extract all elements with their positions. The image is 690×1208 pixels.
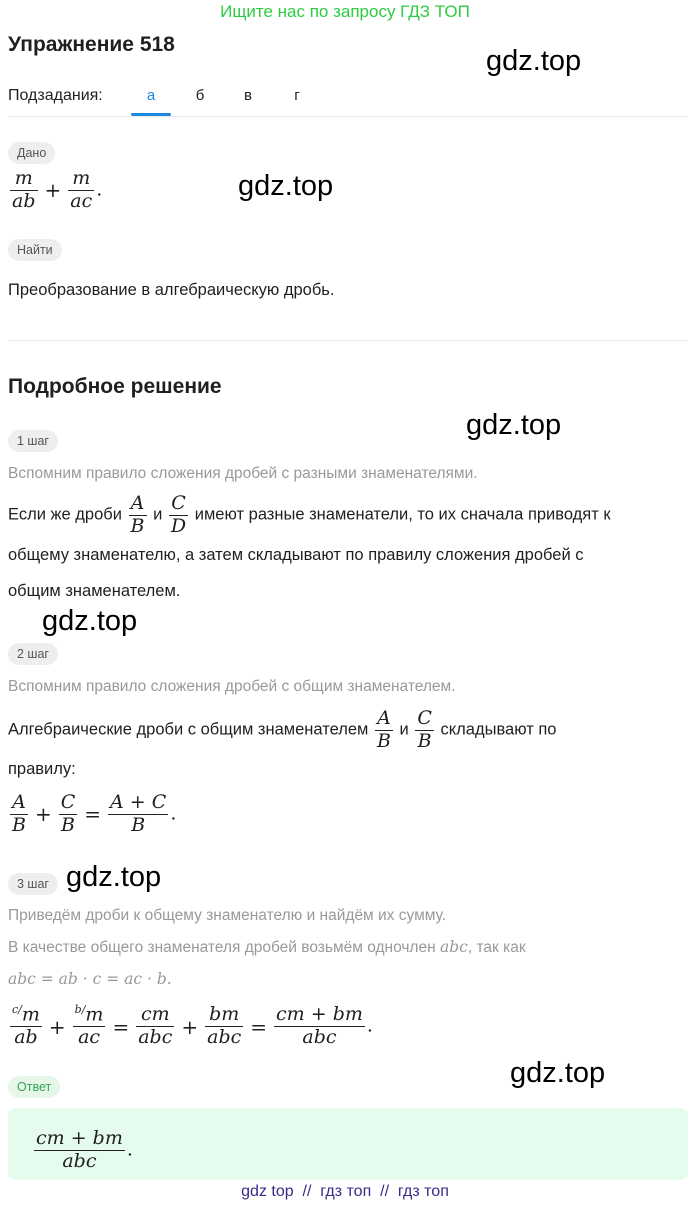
watermark: gdz.top [510,1057,606,1089]
top-banner: Ищите нас по запросу ГДЗ ТОП [220,2,470,21]
find-text: Преобразование в алгебраическую дробь. [8,281,335,299]
step3-line2: abc = ab · c = ac · b. [8,970,172,988]
step1-line2: общему знаменателю, а затем складывают по правилу сложения дробей с [8,546,584,564]
watermark: gdz.top [486,45,582,77]
tab-b[interactable]: б [195,87,205,104]
given-expression: $\frac{m}{ab}$ + $\frac{m}{ac}$ . [12,167,103,212]
step2-formula: $\frac{A}{B}$ + $\frac{C}{B}$ = $\frac{A + C}{B}$ . [12,791,177,836]
watermark: gdz.top [42,605,138,637]
step3-hint: Приведём дроби к общему знаменателю и найдём их сумму. [8,907,447,924]
step2-hint: Вспомним правило сложения дробей с общим знаменателем. [8,678,456,695]
step1-line3: общим знаменателем. [8,582,181,600]
step1-hint: Вспомним правило сложения дробей с разными знаменателями. [8,465,478,482]
step1-text: Если же дроби $\frac{A}{B}$ и $\frac{C}{D}$ имеют разные знаменатели, то их сначала приводят к [8,492,611,537]
step2-badge: 2 шаг [8,643,58,665]
step2-text: Алгебраические дроби с общим знаменателем $\frac{A}{B}$ и $\frac{C}{B}$ складывают по [8,707,557,752]
tab-g[interactable]: г [294,87,300,104]
answer-badge: Ответ [8,1076,60,1098]
step3-formula: $\frac{^{c/}m}{ab}$ + $\frac{^{b/}m}{ac}$ = $\frac{cm}{\text{abc}}$ + $\frac{bm}{\text{abc}}$ = $\frac{cm + bm}{\text{abc}}$ . [12,1003,373,1049]
step2-line2: правилу: [8,760,76,778]
footer-links: gdz top // гдз топ // гдз топ [241,1183,449,1200]
answer-expression: $\frac{cm + bm}{\text{abc}}$ . [36,1127,133,1172]
tab-a[interactable]: а [146,87,156,104]
page-title: Упражнение 518 [8,33,175,56]
solution-title: Подробное решение [8,375,222,398]
step3-line1: В качестве общего знаменателя дробей возьмём одночлен abc, так как [8,938,526,956]
step1-badge: 1 шаг [8,430,58,452]
subtasks-label: Подзадания: [8,87,103,104]
step3-badge: 3 шаг [8,873,58,895]
watermark: gdz.top [466,409,562,441]
tab-v[interactable]: в [244,87,252,104]
find-badge: Найти [8,239,62,261]
given-badge: Дано [8,142,55,164]
watermark: gdz.top [238,170,334,202]
watermark: gdz.top [66,861,162,893]
divider [8,116,688,117]
divider [8,340,688,341]
